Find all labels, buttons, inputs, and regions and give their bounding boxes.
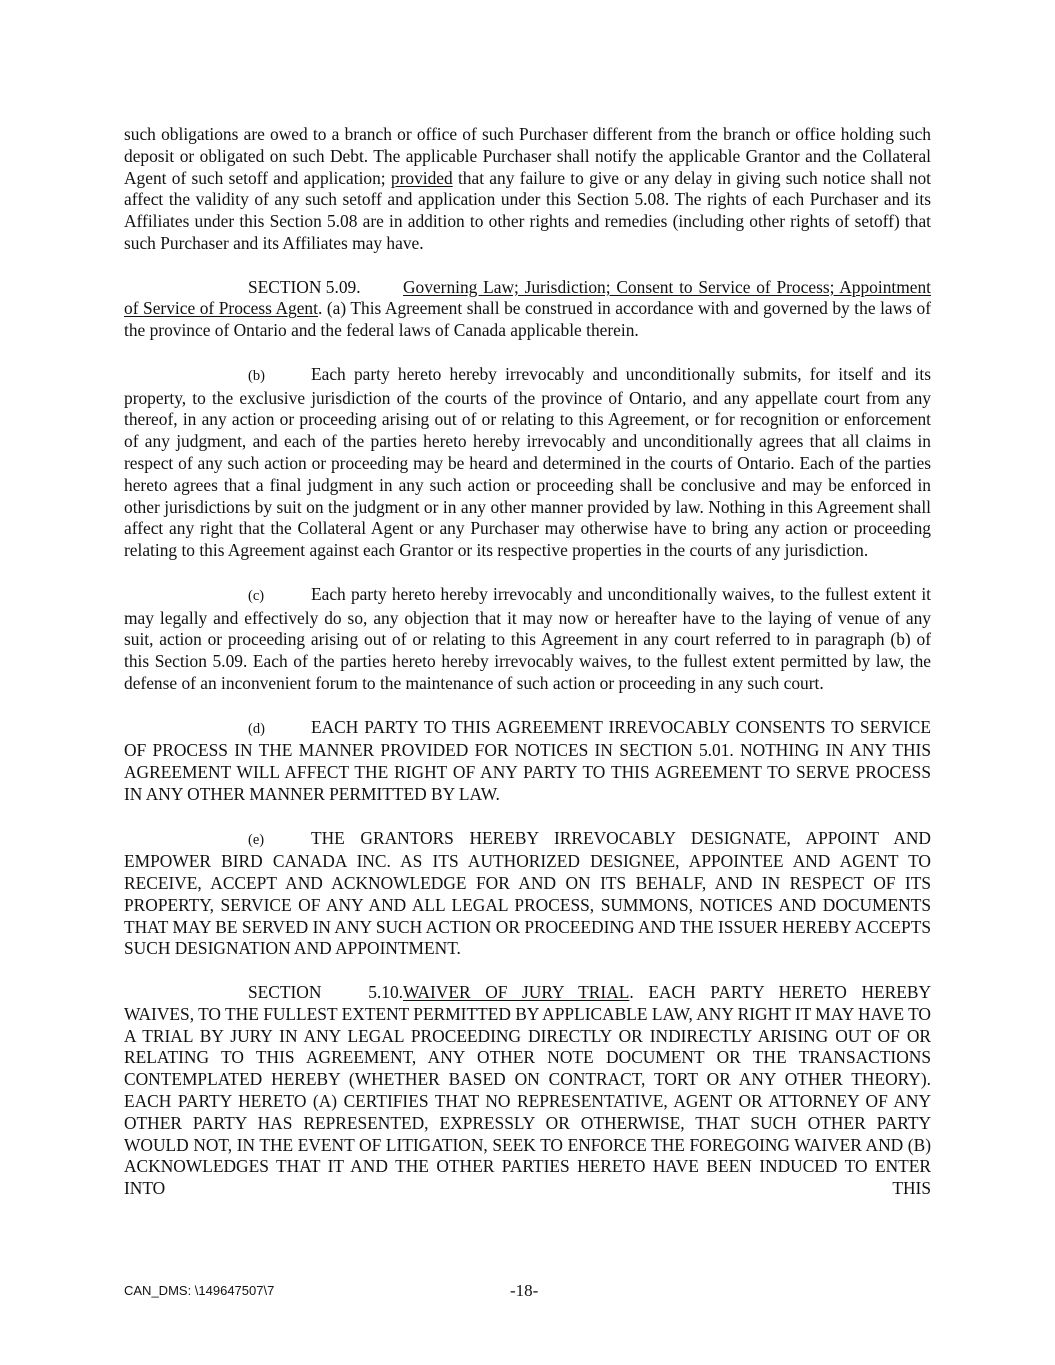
section-number: SECTION 5.10. bbox=[248, 982, 403, 1003]
text: . EACH PARTY HERETO HEREBY WAIVES, TO THE FULLEST EXTENT PERMITTED BY APPLICABLE LAW, ANY RIGHT IT MAY HAVE TO A TRIAL BY JURY IN ANY LEGAL PROCEEDING DIRECTLY OR INDIRECTLY ARISING OUT OF OR RELATING TO THIS AGREEMENT, ANY OTHER NOTE DOCUMENT OR THE TRANSACTIONS CONTEMPLATED HEREBY (WHETHER BASED ON CONTRACT, TORT OR ANY OTHER THEORY). EACH PARTY HERETO (A) CERTIFIES THAT NO REPRESENTATIVE, AGENT OR ATTORNEY OF ANY OTHER PARTY HAS REPRESENTED, EXPRESSLY OR OTHERWISE, THAT SUCH OTHER PARTY WOULD NOT, IN THE EVENT OF LITIGATION, SEEK TO ENFORCE THE FOREGOING WAIVER AND (B) ACKNOWLEDGES THAT IT AND THE OTHER PARTIES HERETO HAVE BEEN INDUCED TO ENTER INTO THIS bbox=[124, 982, 932, 1199]
paragraph-label: (e) bbox=[248, 831, 265, 848]
page-number: -18- bbox=[510, 1281, 539, 1300]
paragraph-b bbox=[124, 364, 931, 562]
underlined-provided: provided bbox=[390, 167, 453, 188]
section-title: Governing Law; Jurisdiction; Consent to Service of Process; Appointment of Service of Process Agent bbox=[124, 276, 931, 319]
paragraph-label: (d) bbox=[248, 720, 265, 737]
text: Each party hereto hereby irrevocably and unconditionally submits, for itself and its property, to the exclusive jurisdiction of the courts of the province of Ontario, and any appellate court from any thereof, in any action or proceeding arising out of or relating to this Agreement, or for recognition or enforcement of any judgment, and each of the parties hereto hereby irrevocably and unconditionally agrees that all claims in respect of any such action or proceeding may be heard and determined in the courts of Ontario. Each of the parties hereto agrees that a final judgment in any such action or proceeding shall be conclusive and may be enforced in other jurisdictions by suit on the judgment or in any other manner provided by law. Nothing in this Agreement shall affect any right that the Collateral Agent or any Purchaser may otherwise have to bring any action or proceeding relating to this Agreement against each Grantor or its respective properties in the courts of any jurisdiction. bbox=[124, 363, 931, 561]
paragraph-c bbox=[124, 584, 931, 695]
text: . (a) This Agreement shall be construed in accordance with and governed by the laws of the province of Ontario and the federal laws of Canada applicable therein. bbox=[124, 298, 931, 341]
section-5-09 bbox=[124, 277, 931, 342]
paragraph-e bbox=[124, 828, 931, 961]
text: EACH PARTY TO THIS AGREEMENT IRREVOCABLY CONSENTS TO SERVICE OF PROCESS IN THE MANNER PROVIDED FOR NOTICES IN SECTION 5.01. NOTHING IN ANY THIS AGREEMENT WILL AFFECT THE RIGHT OF ANY PARTY TO THIS AGREEMENT TO SERVE PROCESS IN ANY OTHER MANNER PERMITTED BY LAW. bbox=[124, 716, 931, 804]
text: that any failure to give or any delay in giving such notice shall not affect the validity of any such setoff and application under this Section 5.08. The rights of each Purchaser and its Affiliates under this Section 5.08 are in addition to other rights and remedies (including other rights of setoff) that such Purchaser and its Affiliates may have. bbox=[124, 167, 931, 253]
section-title: WAIVER OF JURY TRIAL bbox=[403, 982, 630, 1003]
paragraph-label: (b) bbox=[248, 367, 265, 384]
text: Each party hereto hereby irrevocably and unconditionally waives, to the fullest extent it may legally and effectively do so, any objection that it may now or hereafter have to the laying of venue of any suit, action or proceeding arising out of or relating to this Agreement in any court referred to in paragraph (b) of this Section 5.09. Each of the parties hereto hereby irrevocably waives, to the fullest extent permitted by law, the defense of an inconvenient forum to the maintenance of such action or proceeding in any such court. bbox=[124, 583, 931, 693]
paragraph-d bbox=[124, 717, 931, 806]
text: such obligations are owed to a branch or office of such Purchaser different from the branch or office holding such deposit or obligated on such Debt. The applicable Purchaser shall notify the applicable Grantor and the Collateral Agent of such setoff and application; bbox=[124, 124, 931, 188]
paragraph-label: (c) bbox=[248, 587, 265, 604]
section-number: SECTION 5.09. bbox=[248, 276, 361, 297]
document-id: CAN_DMS: \149647507\7 bbox=[124, 1283, 275, 1298]
document-page bbox=[124, 124, 931, 1222]
text: THE GRANTORS HEREBY IRREVOCABLY DESIGNATE, APPOINT AND EMPOWER BIRD CANADA INC. AS ITS AUTHORIZED DESIGNEE, APPOINTEE AND AGENT TO RECEIVE, ACCEPT AND ACKNOWLEDGE FOR AND ON ITS BEHALF, AND IN RESPECT OF ITS PROPERTY, SERVICE OF ANY AND ALL LEGAL PROCESS, SUMMONS, NOTICES AND DOCUMENTS THAT MAY BE SERVED IN ANY SUCH ACTION OR PROCEEDING AND THE ISSUER HEREBY ACCEPTS SUCH DESIGNATION AND APPOINTMENT. bbox=[124, 827, 931, 959]
section-5-10 bbox=[124, 982, 931, 1200]
paragraph-setoff bbox=[124, 124, 931, 255]
